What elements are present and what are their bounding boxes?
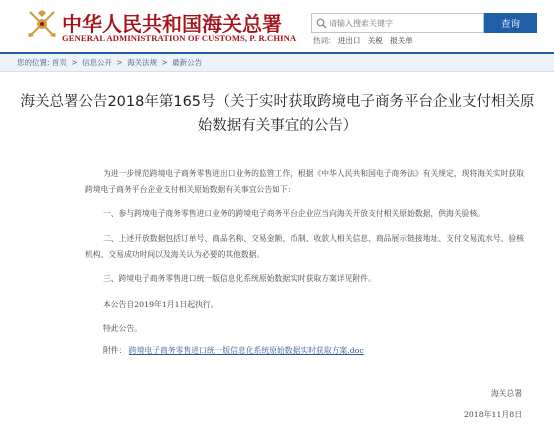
hot-words-label: 热词: [313, 36, 331, 45]
signature-org: 海关总署 [490, 389, 522, 398]
article [15, 72, 540, 424]
attachment-label: 附件： [103, 346, 127, 355]
breadcrumb-separator: > [71, 58, 78, 67]
search-input[interactable] [329, 16, 479, 31]
signature-date: 2018年11月8日 [463, 410, 522, 419]
search-icon [316, 18, 327, 29]
customs-emblem-icon[interactable] [25, 7, 59, 41]
site-title-cn: 中华人民共和国海关总署 [62, 12, 282, 36]
breadcrumb-home[interactable]: 首页 [51, 58, 67, 67]
breadcrumb-latest-notice[interactable]: 最新公告 [172, 58, 203, 67]
breadcrumb-separator: > [116, 58, 123, 67]
site-title-en: GENERAL ADMINISTRATION OF CUSTOMS, P. R.CHINA [62, 33, 297, 43]
hot-word-link[interactable]: 关税 [367, 36, 383, 45]
breadcrumb-bar [0, 54, 554, 72]
article-paragraph: 二、上述开放数据包括订单号、商品名称、交易金额、币制、收款人相关信息、商品展示链接地址、支付交易流水号、验核机构、交易成功时间以及海关认为必要的其他数据。 [85, 234, 525, 259]
attachment [103, 345, 364, 356]
hot-words [313, 35, 418, 46]
breadcrumb-customs-law[interactable]: 海关法规 [127, 58, 158, 67]
article-paragraph: 一、参与跨境电子商务零售进口业务的跨境电子商务平台企业应当向海关开放支付相关原始数据，供海关验核。 [103, 209, 486, 218]
article-paragraph: 为进一步规范跨境电子商务零售进出口业务的监管工作，根据《中华人民共和国电子商务法》有关规定，现将海关实时获取跨境电子商务平台企业支付相关原始数据有关事宜公告如下： [85, 169, 525, 194]
article-paragraph: 三、跨境电子商务零售进口统一版信息化系统原始数据实时获取方案详见附件。 [103, 274, 376, 283]
article-paragraph: 特此公告。 [103, 324, 142, 333]
attachment-link[interactable]: 跨境电子商务零售进口统一版信息化系统原始数据实时获取方案.doc [128, 346, 364, 355]
hot-word-link[interactable]: 进出口 [337, 36, 361, 45]
breadcrumb [17, 57, 202, 68]
breadcrumb-separator: > [161, 58, 168, 67]
site-header [0, 0, 554, 50]
breadcrumb-info-public[interactable]: 信息公开 [82, 58, 112, 67]
search-box [311, 13, 484, 33]
article-title: 海关总署公告2018年第165号（关于实时获取跨境电子商务平台企业支付相关原始数据有关事宜的公告） [20, 94, 535, 134]
breadcrumb-prefix: 您的位置: [17, 58, 50, 67]
article-paragraph: 本公告自2019年1月1日起执行。 [103, 300, 219, 309]
hot-word-link[interactable]: 报关单 [390, 36, 413, 45]
search-button[interactable]: 查询 [484, 13, 537, 33]
